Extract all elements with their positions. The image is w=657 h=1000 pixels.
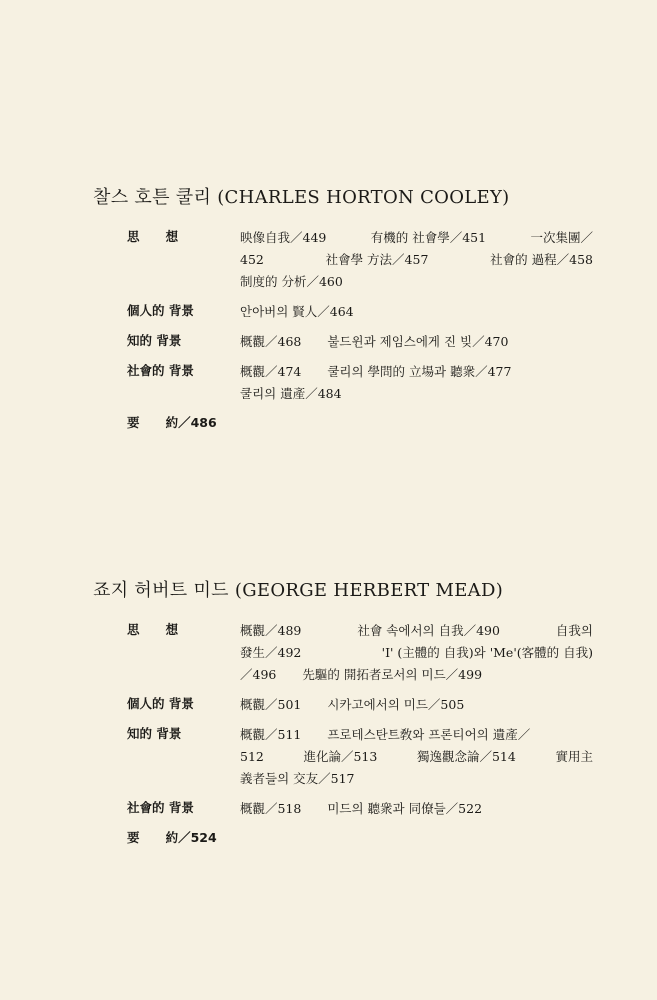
toc-entry	[93, 331, 593, 353]
toc-item: ／496	[240, 667, 277, 682]
toc-item: 實用主	[555, 749, 593, 764]
toc-entry	[93, 620, 593, 686]
mead-entries	[93, 620, 593, 850]
entry-label: 社會的 背景	[127, 800, 194, 815]
entry-label: 思 想	[127, 229, 179, 244]
toc-item: 進化論／513	[303, 749, 378, 764]
toc-entry	[93, 798, 593, 820]
toc-item: 社會的 過程／458	[490, 252, 593, 267]
entry-line	[240, 271, 593, 293]
toc-item: 先驅的 開拓者로서의 미드／499	[302, 667, 483, 682]
toc-entry	[93, 724, 593, 790]
toc-item: 452	[240, 252, 264, 267]
toc-entry	[93, 301, 593, 323]
entry-line	[240, 249, 593, 271]
toc-item: 概觀／489	[240, 623, 302, 638]
toc-entry	[93, 413, 593, 435]
cooley-entries	[93, 227, 593, 435]
entry-lines	[240, 331, 593, 353]
entry-line	[240, 664, 593, 686]
toc-item: 一次集團／	[530, 230, 593, 245]
toc-item: 自我의	[555, 623, 593, 638]
section-title-mead: 죠지 허버트 미드 (GEORGE HERBERT MEAD)	[93, 580, 504, 601]
toc-item: 쿨리의 學問的 立場과 聽衆／477	[327, 364, 512, 379]
entry-lines	[240, 413, 593, 435]
toc-item: 制度的 分析／460	[240, 274, 343, 289]
mead-section	[93, 576, 593, 858]
entry-label: 知的 背景	[127, 726, 182, 741]
toc-entry	[93, 828, 593, 850]
entry-lines	[240, 694, 593, 716]
toc-item: 社會學 方法／457	[325, 252, 429, 267]
toc-item: 概觀／518	[240, 801, 302, 816]
toc-item: 미드의 聽衆과 同僚들／522	[327, 801, 483, 816]
entry-lines	[240, 798, 593, 820]
entry-line	[240, 383, 593, 405]
toc-item: 映像自我／449	[240, 230, 327, 245]
entry-line	[240, 227, 593, 249]
section-title-cooley: 찰스 호튼 쿨리 (CHARLES HORTON COOLEY)	[93, 187, 510, 208]
toc-item: 프로테스탄트敎와 프론티어의 遺產／	[327, 727, 531, 742]
entry-label: 個人的 背景	[127, 303, 194, 318]
entry-line	[240, 724, 593, 746]
entry-label: 知的 背景	[127, 333, 182, 348]
entry-label: 思 想	[127, 622, 179, 637]
toc-item: 發生／492	[240, 645, 302, 660]
entry-lines	[240, 620, 593, 686]
toc-entry	[93, 227, 593, 293]
toc-item: 불드윈과 제임스에게 진 빚／470	[327, 334, 509, 349]
toc-item: 안아버의 賢人／464	[240, 304, 354, 319]
entry-line	[240, 746, 593, 768]
toc-entry	[93, 694, 593, 716]
entry-label: 個人的 背景	[127, 696, 194, 711]
toc-item: 概觀／474	[240, 364, 302, 379]
entry-line	[240, 620, 593, 642]
toc-item: 'I' (主體的 自我)와 'Me'(客體的 自我)	[381, 645, 593, 660]
toc-item: 概觀／501	[240, 697, 302, 712]
entry-lines	[240, 301, 593, 323]
entry-label: 要 約／486	[127, 415, 217, 430]
entry-lines	[240, 361, 593, 405]
entry-label: 要 約／524	[127, 830, 217, 845]
toc-item: 시카고에서의 미드／505	[327, 697, 465, 712]
toc-item: 512	[240, 749, 264, 764]
entry-line	[240, 768, 593, 790]
toc-item: 有機的 社會學／451	[370, 230, 487, 245]
entry-lines	[240, 227, 593, 293]
toc-item: 概觀／511	[240, 727, 302, 742]
toc-item: 獨逸觀念論／514	[416, 749, 516, 764]
toc-item: 社會 속에서의 自我／490	[357, 623, 500, 638]
entry-line	[240, 361, 593, 383]
entry-lines	[240, 724, 593, 790]
toc-item: 쿨리의 遺產／484	[240, 386, 342, 401]
toc-item: 概觀／468	[240, 334, 302, 349]
cooley-section	[93, 183, 593, 443]
entry-label: 社會的 背景	[127, 363, 194, 378]
toc-entry	[93, 361, 593, 405]
entry-line	[240, 642, 593, 664]
entry-line	[240, 301, 593, 323]
toc-item: 義者들의 交友／517	[240, 771, 355, 786]
entry-lines	[240, 828, 593, 850]
entry-line	[240, 798, 593, 820]
entry-line	[240, 331, 593, 353]
entry-line	[240, 694, 593, 716]
